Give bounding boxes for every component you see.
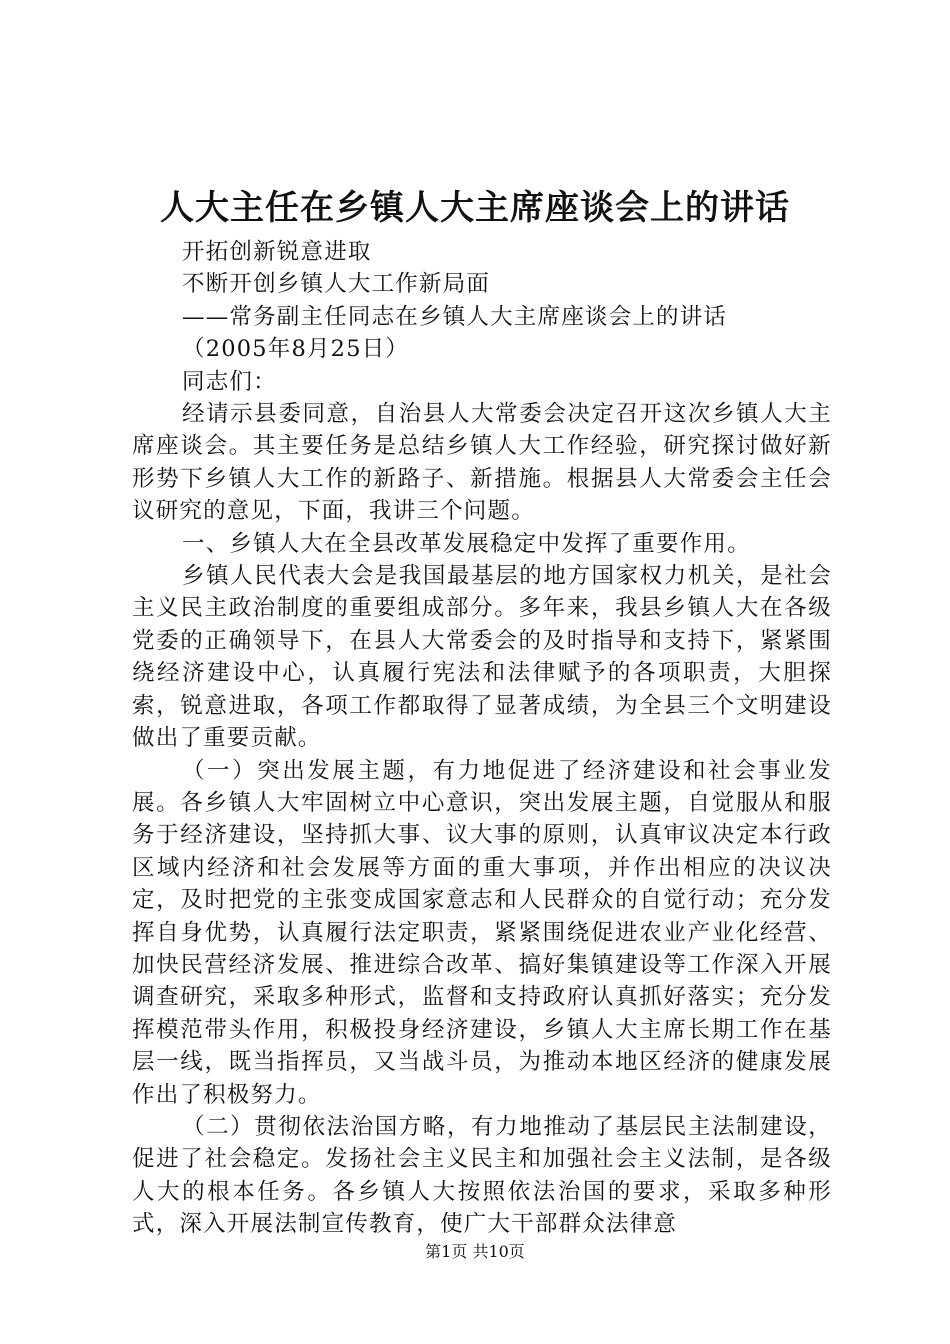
paragraph-subsection-1: （一）突出发展主题，有力地促进了经济建设和社会事业发展。各乡镇人大牢固树立中心意识，突出发展主题，自觉服从和服务于经济建设，坚持抓大事、议大事的原则，认真审议决定本行政区域内经济和社会发展等方面的重大事项，并作出相应的决议决定，及时把党的主张变成国家意志和人民群众的自觉行动；充分发挥自身优势，认真履行法定职责，紧紧围绕促进农业产业化经营、加快民营经济发展、推进综合改革、搞好集镇建设等工作深入开展调查研究，采取多种形式，监督和支持政府认真抓好落实；充分发挥模范带头作用，积极投身经济建设，乡镇人大主席长期工作在基层一线，既当指挥员，又当战斗员，为推动本地区经济的健康发展作出了积极努力。 bbox=[132, 757, 832, 1108]
subtitle-line-3: ——常务副主任同志在乡镇人大主席座谈会上的讲话 bbox=[182, 303, 728, 330]
speech-date: （2005年8月25日） bbox=[182, 336, 410, 363]
salutation: 同志们： bbox=[182, 368, 277, 395]
paragraph-section-1: 乡镇人民代表大会是我国最基层的地方国家权力机关，是社会主义民主政治制度的重要组成部分。多年来，我县乡镇人大在各级党委的正确领导下，在县人大常委会的及时指导和支持下，紧紧围绕经济建设中心，认真履行宪法和法律赋予的各项职责，大胆探索，锐意进取，各项工作都取得了显著成绩，为全县三个文明建设做出了重要贡献。 bbox=[132, 563, 832, 752]
document-title: 人大主任在乡镇人大主席座谈会上的讲话 bbox=[160, 188, 790, 228]
subtitle-line-1: 开拓创新锐意进取 bbox=[182, 239, 372, 265]
paragraph-intro: 经请示县委同意，自治县人大常委会决定召开这次乡镇人大主席座谈会。其主要任务是总结乡镇人大工作经验，研究探讨做好新形势下乡镇人大工作的新路子、新措施。根据县人大常委会主任会议研究的意见，下面，我讲三个问题。 bbox=[132, 401, 832, 525]
paragraph-subsection-2: （二）贯彻依法治国方略，有力地推动了基层民主法制建设，促进了社会稳定。发扬社会主义民主和加强社会主义法制，是各级人大的根本任务。各乡镇人大按照依法治国的要求，采取多种形式，深入开展法制宣传教育，使广大干部群众法律意 bbox=[132, 1113, 832, 1238]
section-heading-1: 一、乡镇人大在全县改革发展稳定中发挥了重要作用。 bbox=[182, 530, 751, 557]
document-body bbox=[132, 236, 832, 1241]
page-footer bbox=[0, 1240, 950, 1264]
page-number: 第1页 共10页 bbox=[425, 1242, 525, 1261]
subtitle-line-2: 不断开创乡镇人大工作新局面 bbox=[182, 271, 491, 298]
